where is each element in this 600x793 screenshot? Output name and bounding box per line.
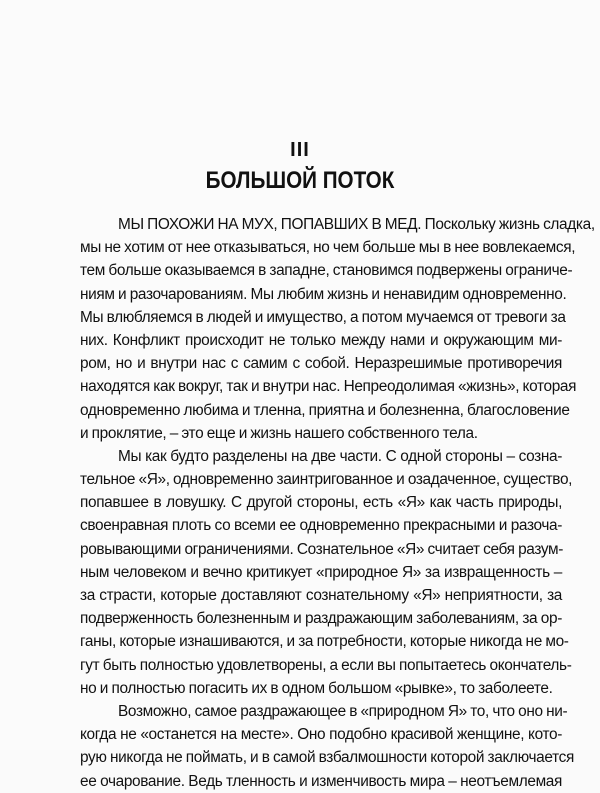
text-line: ниям и разочарованиям. Мы любим жизнь и ненавидим одновременно.	[80, 285, 567, 303]
text-line: рую никогда не поймать, и в самой взбалмошности которой заключается	[80, 749, 574, 767]
text-line: находятся как вокруг, так и внутри нас. Непреодолимая «жизнь», которая	[80, 378, 577, 396]
text-line: своенравная плоть со всеми ее одновременно прекрасными и разоча-	[80, 517, 562, 535]
text-line: ровывающими ограничениями. Сознательное «Я» считает себя разум-	[80, 540, 564, 558]
text-line: ным человеком и вечно критикует «природное Я» за извращенность –	[80, 563, 562, 581]
text-line: попавшее в ловушку. С другой стороны, есть «Я» как часть природы,	[80, 494, 562, 512]
text-line: Мы как будто разделены на две части. С одной стороны – созна-	[118, 447, 562, 465]
text-line: гут быть полностью удовлетворены, а если вы попытаетесь окончатель-	[80, 656, 572, 674]
text-line: мы не хотим от нее отказываться, но чем больше мы в нее вовлекаемся,	[80, 239, 576, 257]
text-line: когда не «останется на месте». Оно подобно красивой женщине, кото-	[80, 726, 562, 744]
text-line: и проклятие, – это еще и жизнь нашего собственного тела.	[80, 424, 478, 442]
body-text	[80, 213, 595, 793]
text-line: одновременно любима и тленна, приятна и болезненна, благословение	[80, 401, 570, 419]
text-line: подверженность болезненным и раздражающим заболеваниям, за ор-	[80, 610, 562, 628]
text-line: тельное «Я», одновременно заинтригованное и озадаченное, существо,	[80, 471, 573, 489]
text-line: ром, но и внутри нас с самим с собой. Неразрешимые противоречия	[80, 355, 562, 373]
chapter-number: III	[290, 139, 310, 161]
text-line: но и полностью погасить их в одном большом «рывке», то заболеете.	[80, 679, 553, 697]
text-line: ее очарование. Ведь тленность и изменчивость мира – неотъемлемая	[80, 772, 562, 790]
text-line: них. Конфликт происходит не только между нами и окружающим ми-	[80, 331, 562, 349]
text-line: Возможно, самое раздражающее в «природном Я» то, что оно ни-	[118, 702, 568, 720]
text-line: МЫ ПОХОЖИ НА МУХ, ПОПАВШИХ В МЕД. Поскольку жизнь сладка,	[118, 216, 595, 233]
chapter-title: БОЛЬШОЙ ПОТОК	[205, 167, 395, 194]
text-line: Мы влюбляемся в людей и имущество, а потом мучаемся от тревоги за	[80, 308, 566, 326]
text-line: за страсти, которые доставляют сознательному «Я» неприятности, за	[80, 587, 562, 604]
text-line: ганы, которые изнашиваются, и за потребности, которые никогда не мо-	[80, 633, 569, 651]
text-line: тем больше оказываемся в западне, становимся подвержены ограниче-	[80, 262, 573, 280]
